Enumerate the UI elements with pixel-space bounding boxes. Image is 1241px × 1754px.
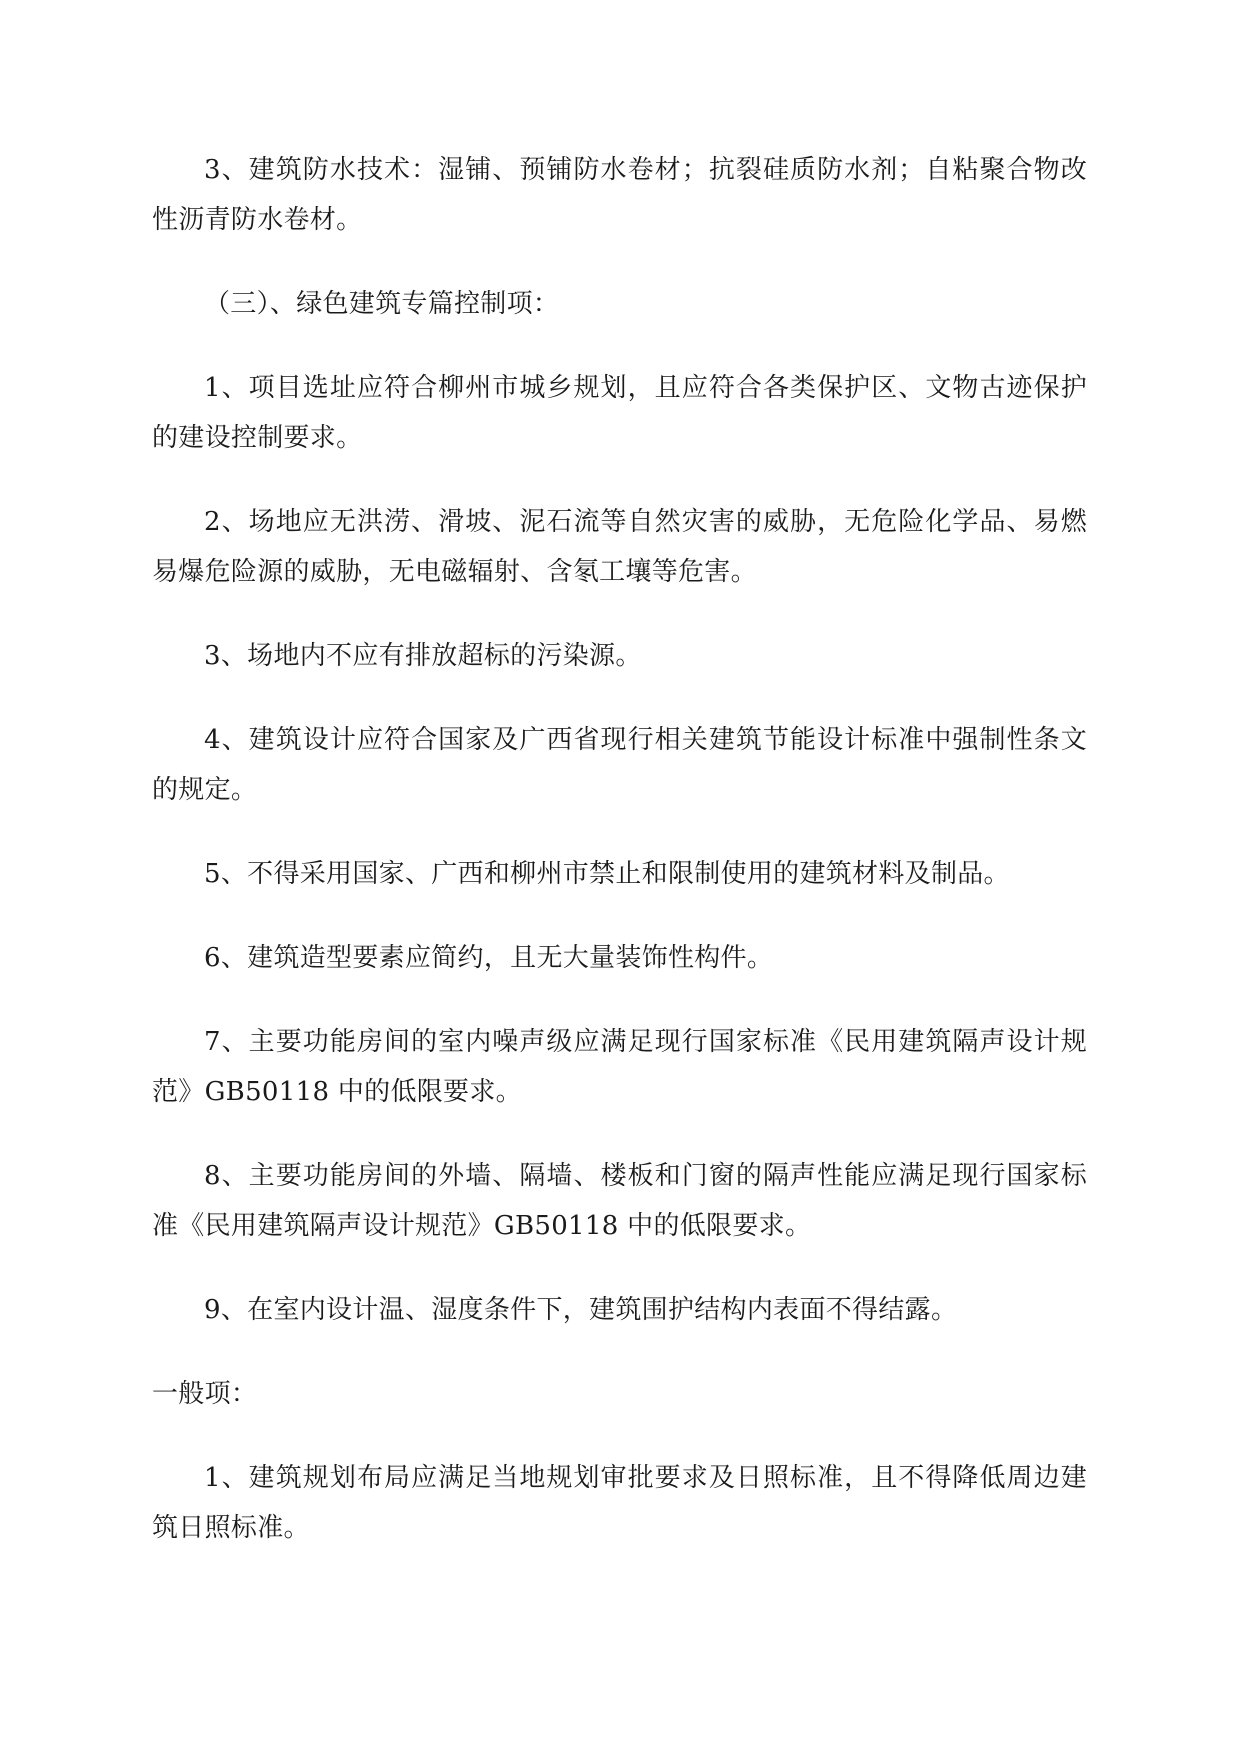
paragraph-general-item-1: 1、建筑规划布局应满足当地规划审批要求及日照标准，且不得降低周边建筑日照标准。 [152, 1463, 1087, 1543]
paragraph-item-9: 9、在室内设计温、湿度条件下，建筑围护结构内表面不得结露。 [204, 1295, 958, 1325]
paragraph-waterproofing: 3、建筑防水技术：湿铺、预铺防水卷材；抗裂硅质防水剂；自粘聚合物改性沥青防水卷材。 [152, 155, 1087, 235]
paragraph-item-5: 5、不得采用国家、广西和柳州市禁止和限制使用的建筑材料及制品。 [204, 859, 1010, 889]
paragraph-item-3: 3、场地内不应有排放超标的污染源。 [204, 641, 642, 671]
paragraph-item-8: 8、主要功能房间的外墙、隔墙、楼板和门窗的隔声性能应满足现行国家标准《民用建筑隔声设计规范》GB50118 中的低限要求。 [152, 1161, 1087, 1241]
document-body [152, 145, 1087, 1587]
paragraph-item-6: 6、建筑造型要素应简约，且无大量装饰性构件。 [204, 943, 774, 973]
section-heading-general-items: 一般项： [152, 1379, 258, 1409]
paragraph-item-4: 4、建筑设计应符合国家及广西省现行相关建筑节能设计标准中强制性条文的规定。 [152, 725, 1087, 805]
paragraph-item-7: 7、主要功能房间的室内噪声级应满足现行国家标准《民用建筑隔声设计规范》GB50118 中的低限要求。 [152, 1027, 1087, 1107]
paragraph-item-1: 1、项目选址应符合柳州市城乡规划，且应符合各类保护区、文物古迹保护的建设控制要求。 [152, 373, 1087, 453]
paragraph-item-2: 2、场地应无洪涝、滑坡、泥石流等自然灾害的威胁，无危险化学品、易燃易爆危险源的威胁，无电磁辐射、含氡工壤等危害。 [152, 507, 1087, 587]
section-heading-green-building: （三）、绿色建筑专篇控制项： [204, 289, 560, 319]
